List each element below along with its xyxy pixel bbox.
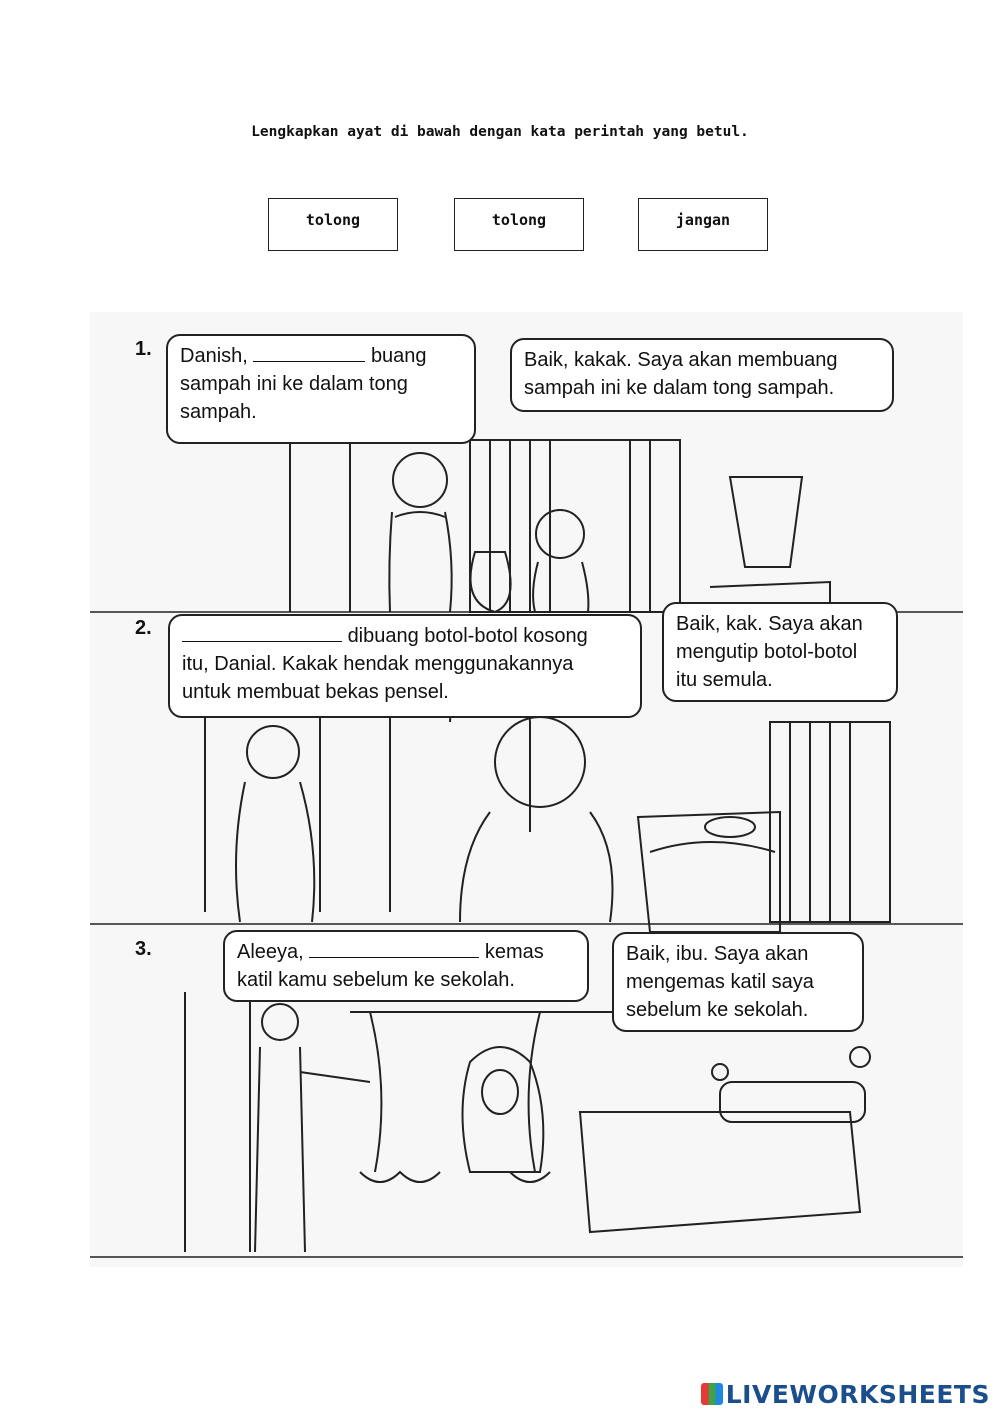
item1-speaker-name: Danish,: [180, 345, 248, 367]
item3-reply-line3: sebelum ke sekolah.: [626, 999, 809, 1021]
item2-reply-line2: mengutip botol-botol: [676, 641, 858, 663]
item1-text-line2: sampah ini ke dalam tong: [180, 373, 408, 395]
answer-blank-3[interactable]: [309, 941, 479, 958]
item2-text-line2: itu, Danial. Kakak hendak menggunakannya: [182, 653, 574, 675]
item3-speaker-name: Aleeya,: [237, 941, 304, 963]
item3-reply-line1: Baik, ibu. Saya akan: [626, 943, 809, 965]
speech-bubble-1a: [166, 334, 476, 444]
speech-bubble-2a: [168, 614, 642, 718]
item-number-2: 2.: [135, 617, 152, 639]
scene-drawings: [90, 312, 963, 1267]
item3-text-after: kemas: [484, 941, 544, 963]
item2-reply-line3: itu semula.: [676, 669, 773, 691]
word-option-1[interactable]: tolong: [268, 198, 398, 251]
answer-blank-1[interactable]: [253, 345, 365, 362]
item3-reply-line2: mengemas katil saya: [626, 971, 814, 993]
item1-text-after: buang: [370, 345, 427, 367]
item2-reply-line1: Baik, kak. Saya akan: [676, 613, 863, 635]
item-number-1: 1.: [135, 338, 152, 360]
logo-text: LIVEWORKSHEETS: [725, 1380, 990, 1409]
item2-text-after: dibuang botol-botol kosong: [347, 625, 588, 647]
word-option-2[interactable]: tolong: [454, 198, 584, 251]
item1-text-line3: sampah.: [180, 401, 257, 423]
item1-reply-line2: sampah ini ke dalam tong sampah.: [524, 377, 835, 399]
instruction-text: Lengkapkan ayat di bawah dengan kata perintah yang betul.: [251, 124, 749, 140]
item3-text-line2: katil kamu sebelum ke sekolah.: [237, 969, 515, 991]
speech-bubble-3b: [612, 932, 864, 1032]
speech-bubble-2b: [662, 602, 898, 702]
logo-icon: [701, 1383, 723, 1405]
speech-bubble-1b: [510, 338, 894, 412]
item-number-3: 3.: [135, 938, 152, 960]
worksheet-illustration: [90, 312, 963, 1267]
item2-text-line3: untuk membuat bekas pensel.: [182, 681, 449, 703]
word-option-3[interactable]: jangan: [638, 198, 768, 251]
speech-bubble-3a: [223, 930, 589, 1002]
answer-blank-2[interactable]: [182, 625, 342, 642]
item1-reply-line1: Baik, kakak. Saya akan membuang: [524, 349, 838, 371]
liveworksheets-logo: [701, 1380, 990, 1409]
